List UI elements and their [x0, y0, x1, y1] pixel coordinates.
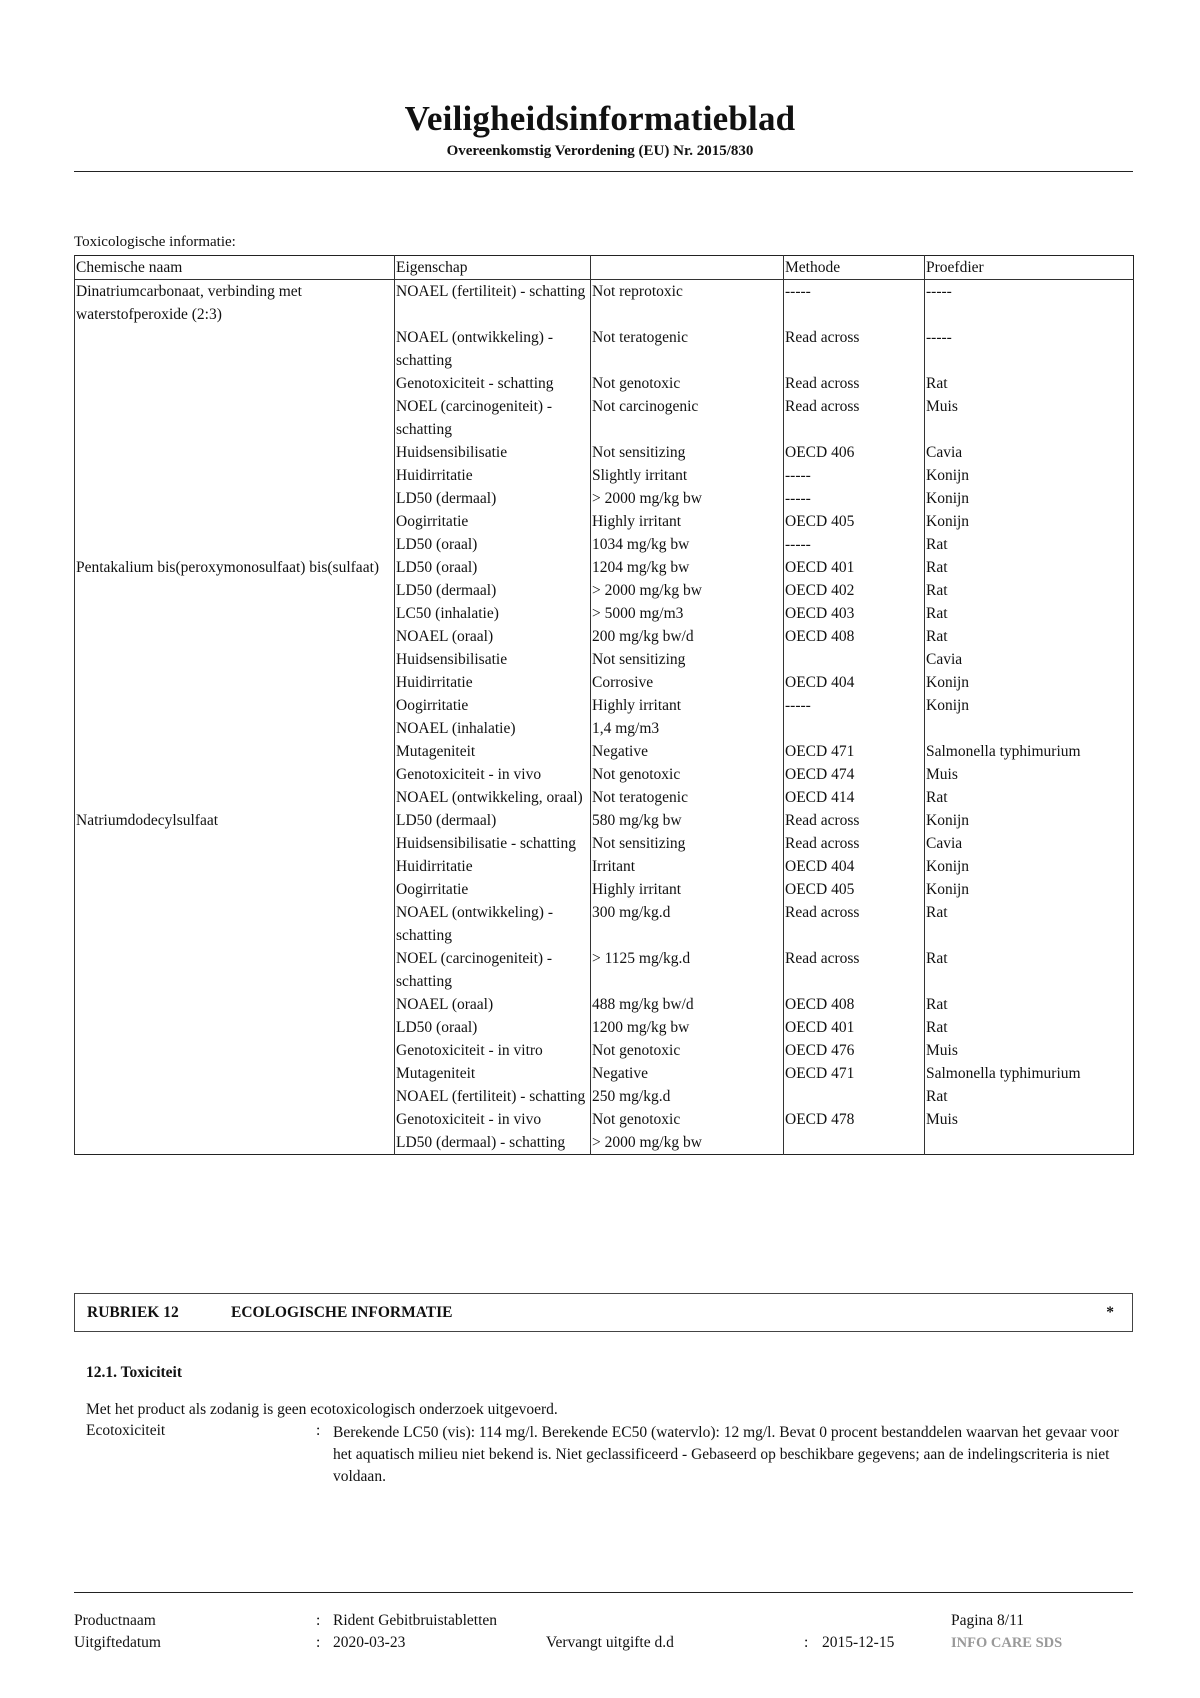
- cell-chemical: [75, 1016, 395, 1039]
- cell-property: NOAEL (ontwikkeling) - schatting: [395, 901, 591, 947]
- cell-property: Huidsensibilisatie - schatting: [395, 832, 591, 855]
- cell-chemical: Natriumdodecylsulfaat: [75, 809, 395, 832]
- cell-method: -----: [784, 694, 925, 717]
- cell-test-animal: Rat: [925, 625, 1134, 648]
- cell-value: Irritant: [591, 855, 784, 878]
- cell-test-animal: Cavia: [925, 441, 1134, 464]
- table-row: [75, 464, 1134, 487]
- cell-test-animal: Konijn: [925, 671, 1134, 694]
- cell-chemical: [75, 1039, 395, 1062]
- cell-test-animal: Rat: [925, 786, 1134, 809]
- cell-value: Not teratogenic: [591, 326, 784, 372]
- cell-chemical: [75, 487, 395, 510]
- cell-test-animal: -----: [925, 326, 1134, 372]
- cell-value: Not sensitizing: [591, 648, 784, 671]
- cell-value: 200 mg/kg bw/d: [591, 625, 784, 648]
- table-row: [75, 786, 1134, 809]
- cell-test-animal: [925, 717, 1134, 740]
- cell-method: OECD 408: [784, 993, 925, 1016]
- cell-value: Not teratogenic: [591, 786, 784, 809]
- table-row: [75, 832, 1134, 855]
- cell-test-animal: Muis: [925, 395, 1134, 441]
- cell-chemical: [75, 326, 395, 372]
- subsection-title: 12.1. Toxiciteit: [86, 1364, 183, 1381]
- cell-chemical: [75, 993, 395, 1016]
- cell-method: -----: [784, 280, 925, 327]
- cell-chemical: [75, 579, 395, 602]
- table-row: [75, 510, 1134, 533]
- cell-method: OECD 406: [784, 441, 925, 464]
- table-row: [75, 1108, 1134, 1131]
- cell-chemical: [75, 671, 395, 694]
- table-row: [75, 556, 1134, 579]
- table-row: [75, 1085, 1134, 1108]
- footer-date-colon: :: [316, 1634, 321, 1651]
- cell-chemical: [75, 901, 395, 947]
- cell-value: > 2000 mg/kg bw: [591, 487, 784, 510]
- table-row: [75, 993, 1134, 1016]
- col-header-method: Methode: [784, 256, 925, 280]
- cell-chemical: [75, 441, 395, 464]
- cell-method: OECD 471: [784, 740, 925, 763]
- cell-value: Not sensitizing: [591, 832, 784, 855]
- document-title: Veiligheidsinformatieblad: [404, 99, 796, 138]
- cell-value: 250 mg/kg.d: [591, 1085, 784, 1108]
- cell-property: Huidsensibilisatie: [395, 648, 591, 671]
- table-row: [75, 280, 1134, 327]
- header-rule: [74, 171, 1133, 172]
- cell-value: Not genotoxic: [591, 1039, 784, 1062]
- cell-chemical: [75, 533, 395, 556]
- cell-property: NOAEL (oraal): [395, 625, 591, 648]
- cell-chemical: [75, 625, 395, 648]
- table-row: [75, 579, 1134, 602]
- cell-method: Read across: [784, 372, 925, 395]
- cell-value: Highly irritant: [591, 878, 784, 901]
- cell-method: [784, 717, 925, 740]
- cell-chemical: [75, 1062, 395, 1085]
- table-row: [75, 878, 1134, 901]
- cell-method: -----: [784, 533, 925, 556]
- table-row: [75, 694, 1134, 717]
- revision-marker: *: [1106, 1304, 1114, 1321]
- cell-property: Oogirritatie: [395, 878, 591, 901]
- cell-method: Read across: [784, 395, 925, 441]
- cell-property: Genotoxiciteit - in vivo: [395, 763, 591, 786]
- cell-test-animal: Konijn: [925, 694, 1134, 717]
- cell-test-animal: Rat: [925, 602, 1134, 625]
- cell-property: NOAEL (oraal): [395, 993, 591, 1016]
- cell-chemical: [75, 832, 395, 855]
- cell-property: NOEL (carcinogeniteit) - schatting: [395, 395, 591, 441]
- cell-chemical: [75, 1108, 395, 1131]
- footer-rule: [74, 1592, 1133, 1593]
- cell-test-animal: Konijn: [925, 878, 1134, 901]
- cell-chemical: Dinatriumcarbonaat, verbinding met waterstofperoxide (2:3): [75, 280, 395, 327]
- table-row: [75, 372, 1134, 395]
- cell-property: Huidsensibilisatie: [395, 441, 591, 464]
- cell-value: Corrosive: [591, 671, 784, 694]
- table-row: [75, 487, 1134, 510]
- cell-property: NOAEL (fertiliteit) - schatting: [395, 280, 591, 327]
- cell-test-animal: Rat: [925, 901, 1134, 947]
- cell-property: Oogirritatie: [395, 510, 591, 533]
- cell-method: -----: [784, 487, 925, 510]
- cell-test-animal: Rat: [925, 372, 1134, 395]
- section-title: ECOLOGISCHE INFORMATIE: [231, 1304, 453, 1321]
- cell-chemical: [75, 395, 395, 441]
- cell-method: OECD 471: [784, 1062, 925, 1085]
- cell-test-animal: Rat: [925, 947, 1134, 993]
- cell-property: LD50 (oraal): [395, 556, 591, 579]
- cell-method: OECD 404: [784, 855, 925, 878]
- cell-chemical: [75, 717, 395, 740]
- cell-test-animal: Konijn: [925, 809, 1134, 832]
- cell-method: Read across: [784, 832, 925, 855]
- cell-value: > 2000 mg/kg bw: [591, 1131, 784, 1155]
- cell-value: 1,4 mg/m3: [591, 717, 784, 740]
- table-row: [75, 1016, 1134, 1039]
- table-row: [75, 763, 1134, 786]
- cell-value: Negative: [591, 1062, 784, 1085]
- cell-value: 300 mg/kg.d: [591, 901, 784, 947]
- cell-value: Not reprotoxic: [591, 280, 784, 327]
- cell-value: Highly irritant: [591, 510, 784, 533]
- cell-value: Not sensitizing: [591, 441, 784, 464]
- section-number: RUBRIEK 12: [87, 1304, 179, 1321]
- cell-property: LD50 (dermaal): [395, 487, 591, 510]
- cell-value: 488 mg/kg bw/d: [591, 993, 784, 1016]
- cell-method: OECD 405: [784, 510, 925, 533]
- cell-chemical: [75, 1085, 395, 1108]
- table-row: [75, 740, 1134, 763]
- cell-chemical: [75, 648, 395, 671]
- footer-date-value: 2020-03-23: [333, 1634, 406, 1651]
- cell-property: LD50 (oraal): [395, 533, 591, 556]
- page-header: [0, 97, 1200, 161]
- cell-test-animal: Konijn: [925, 464, 1134, 487]
- cell-method: OECD 403: [784, 602, 925, 625]
- table-row: [75, 326, 1134, 372]
- cell-property: Mutageniteit: [395, 1062, 591, 1085]
- cell-value: Not carcinogenic: [591, 395, 784, 441]
- col-header-test-animal: Proefdier: [925, 256, 1134, 280]
- cell-value: Not genotoxic: [591, 372, 784, 395]
- cell-method: [784, 1131, 925, 1155]
- cell-method: Read across: [784, 326, 925, 372]
- footer-replaces-value: 2015-12-15: [822, 1634, 895, 1651]
- table-row: [75, 648, 1134, 671]
- cell-property: NOAEL (ontwikkeling) - schatting: [395, 326, 591, 372]
- cell-value: Negative: [591, 740, 784, 763]
- cell-property: NOEL (carcinogeniteit) - schatting: [395, 947, 591, 993]
- document-subtitle: Overeenkomstig Verordening (EU) Nr. 2015/830: [446, 143, 754, 159]
- cell-test-animal: Rat: [925, 533, 1134, 556]
- cell-chemical: [75, 786, 395, 809]
- table-row: [75, 395, 1134, 441]
- cell-value: Not genotoxic: [591, 763, 784, 786]
- table-row: [75, 855, 1134, 878]
- cell-chemical: [75, 855, 395, 878]
- cell-chemical: [75, 947, 395, 993]
- ecotox-text: Berekende LC50 (vis): 114 mg/l. Berekende EC50 (watervlo): 12 mg/l. Bevat 0 procent bestanddelen waarvan het gevaar voor het aquatisch milieu niet bekend is. Niet geclassificeerd - Gebaseerd op beschikbare gegevens; aan de indelingscriteria is niet voldaan.: [333, 1424, 1119, 1485]
- cell-chemical: [75, 464, 395, 487]
- cell-property: Huidirritatie: [395, 671, 591, 694]
- cell-method: Read across: [784, 901, 925, 947]
- col-header-value: [591, 256, 784, 280]
- cell-chemical: [75, 602, 395, 625]
- table-row: [75, 671, 1134, 694]
- cell-property: NOAEL (fertiliteit) - schatting: [395, 1085, 591, 1108]
- cell-property: LC50 (inhalatie): [395, 602, 591, 625]
- col-header-property: Eigenschap: [395, 256, 591, 280]
- cell-chemical: [75, 372, 395, 395]
- cell-method: OECD 414: [784, 786, 925, 809]
- footer-product-label: Productnaam: [74, 1612, 156, 1629]
- cell-property: NOAEL (ontwikkeling, oraal): [395, 786, 591, 809]
- footer-replaces-colon: :: [804, 1634, 809, 1651]
- cell-property: NOAEL (inhalatie): [395, 717, 591, 740]
- intro-text: Met het product als zodanig is geen ecotoxicologisch onderzoek uitgevoerd.: [86, 1401, 558, 1418]
- table-row: [75, 947, 1134, 993]
- cell-value: 1204 mg/kg bw: [591, 556, 784, 579]
- table-body: [75, 280, 1134, 1155]
- cell-chemical: [75, 1131, 395, 1155]
- cell-value: 1200 mg/kg bw: [591, 1016, 784, 1039]
- table-row: [75, 1062, 1134, 1085]
- cell-test-animal: [925, 1131, 1134, 1155]
- cell-method: [784, 648, 925, 671]
- cell-method: OECD 476: [784, 1039, 925, 1062]
- cell-test-animal: Muis: [925, 1039, 1134, 1062]
- cell-method: OECD 401: [784, 1016, 925, 1039]
- cell-method: OECD 478: [784, 1108, 925, 1131]
- cell-property: LD50 (dermaal): [395, 579, 591, 602]
- cell-property: LD50 (dermaal): [395, 809, 591, 832]
- cell-property: Mutageniteit: [395, 740, 591, 763]
- cell-value: Slightly irritant: [591, 464, 784, 487]
- col-header-chemical: Chemische naam: [75, 256, 395, 280]
- cell-test-animal: Salmonella typhimurium: [925, 740, 1134, 763]
- table-row: [75, 717, 1134, 740]
- section-12-header: [74, 1293, 1133, 1332]
- cell-property: LD50 (oraal): [395, 1016, 591, 1039]
- cell-test-animal: Konijn: [925, 855, 1134, 878]
- cell-property: Genotoxiciteit - in vitro: [395, 1039, 591, 1062]
- cell-chemical: [75, 878, 395, 901]
- cell-property: Genotoxiciteit - schatting: [395, 372, 591, 395]
- cell-test-animal: Salmonella typhimurium: [925, 1062, 1134, 1085]
- footer-product-value: Rident Gebitbruistabletten: [333, 1612, 498, 1629]
- cell-test-animal: Konijn: [925, 510, 1134, 533]
- table-row: [75, 441, 1134, 464]
- cell-method: OECD 408: [784, 625, 925, 648]
- cell-chemical: [75, 740, 395, 763]
- table-row: [75, 901, 1134, 947]
- table-row: [75, 809, 1134, 832]
- footer-brand: INFO CARE SDS: [951, 1635, 1063, 1651]
- table-row: [75, 1131, 1134, 1155]
- ecotox-colon: :: [316, 1422, 321, 1439]
- cell-chemical: [75, 694, 395, 717]
- cell-property: Genotoxiciteit - in vivo: [395, 1108, 591, 1131]
- cell-method: -----: [784, 464, 925, 487]
- cell-value: Not genotoxic: [591, 1108, 784, 1131]
- table-row: [75, 602, 1134, 625]
- cell-test-animal: -----: [925, 280, 1134, 327]
- cell-value: > 2000 mg/kg bw: [591, 579, 784, 602]
- cell-test-animal: Rat: [925, 579, 1134, 602]
- cell-test-animal: Rat: [925, 993, 1134, 1016]
- table-row: [75, 533, 1134, 556]
- cell-chemical: [75, 510, 395, 533]
- footer-replaces-label: Vervangt uitgifte d.d: [546, 1634, 674, 1651]
- cell-method: OECD 405: [784, 878, 925, 901]
- ecotox-label: Ecotoxiciteit: [86, 1422, 166, 1439]
- cell-chemical: Pentakalium bis(peroxymonosulfaat) bis(sulfaat): [75, 556, 395, 579]
- table-header-row: [75, 256, 1134, 280]
- cell-value: 580 mg/kg bw: [591, 809, 784, 832]
- cell-test-animal: Cavia: [925, 648, 1134, 671]
- cell-method: [784, 1085, 925, 1108]
- tox-info-label: Toxicologische informatie:: [74, 234, 236, 250]
- cell-test-animal: Rat: [925, 1085, 1134, 1108]
- cell-test-animal: Muis: [925, 763, 1134, 786]
- cell-property: LD50 (dermaal) - schatting: [395, 1131, 591, 1155]
- cell-test-animal: Cavia: [925, 832, 1134, 855]
- cell-value: > 5000 mg/m3: [591, 602, 784, 625]
- cell-method: OECD 404: [784, 671, 925, 694]
- cell-method: OECD 401: [784, 556, 925, 579]
- table-row: [75, 1039, 1134, 1062]
- cell-value: > 1125 mg/kg.d: [591, 947, 784, 993]
- cell-chemical: [75, 763, 395, 786]
- cell-test-animal: Rat: [925, 556, 1134, 579]
- footer-product-colon: :: [316, 1612, 321, 1629]
- cell-method: OECD 474: [784, 763, 925, 786]
- cell-value: 1034 mg/kg bw: [591, 533, 784, 556]
- cell-property: Huidirritatie: [395, 855, 591, 878]
- cell-property: Oogirritatie: [395, 694, 591, 717]
- cell-property: Huidirritatie: [395, 464, 591, 487]
- footer-page-number: Pagina 8/11: [951, 1612, 1025, 1629]
- table-row: [75, 625, 1134, 648]
- cell-test-animal: Muis: [925, 1108, 1134, 1131]
- cell-method: OECD 402: [784, 579, 925, 602]
- cell-test-animal: Konijn: [925, 487, 1134, 510]
- footer-date-label: Uitgiftedatum: [74, 1634, 161, 1651]
- cell-value: Highly irritant: [591, 694, 784, 717]
- cell-method: Read across: [784, 809, 925, 832]
- cell-test-animal: Rat: [925, 1016, 1134, 1039]
- cell-method: Read across: [784, 947, 925, 993]
- toxicology-table: [74, 255, 1134, 1155]
